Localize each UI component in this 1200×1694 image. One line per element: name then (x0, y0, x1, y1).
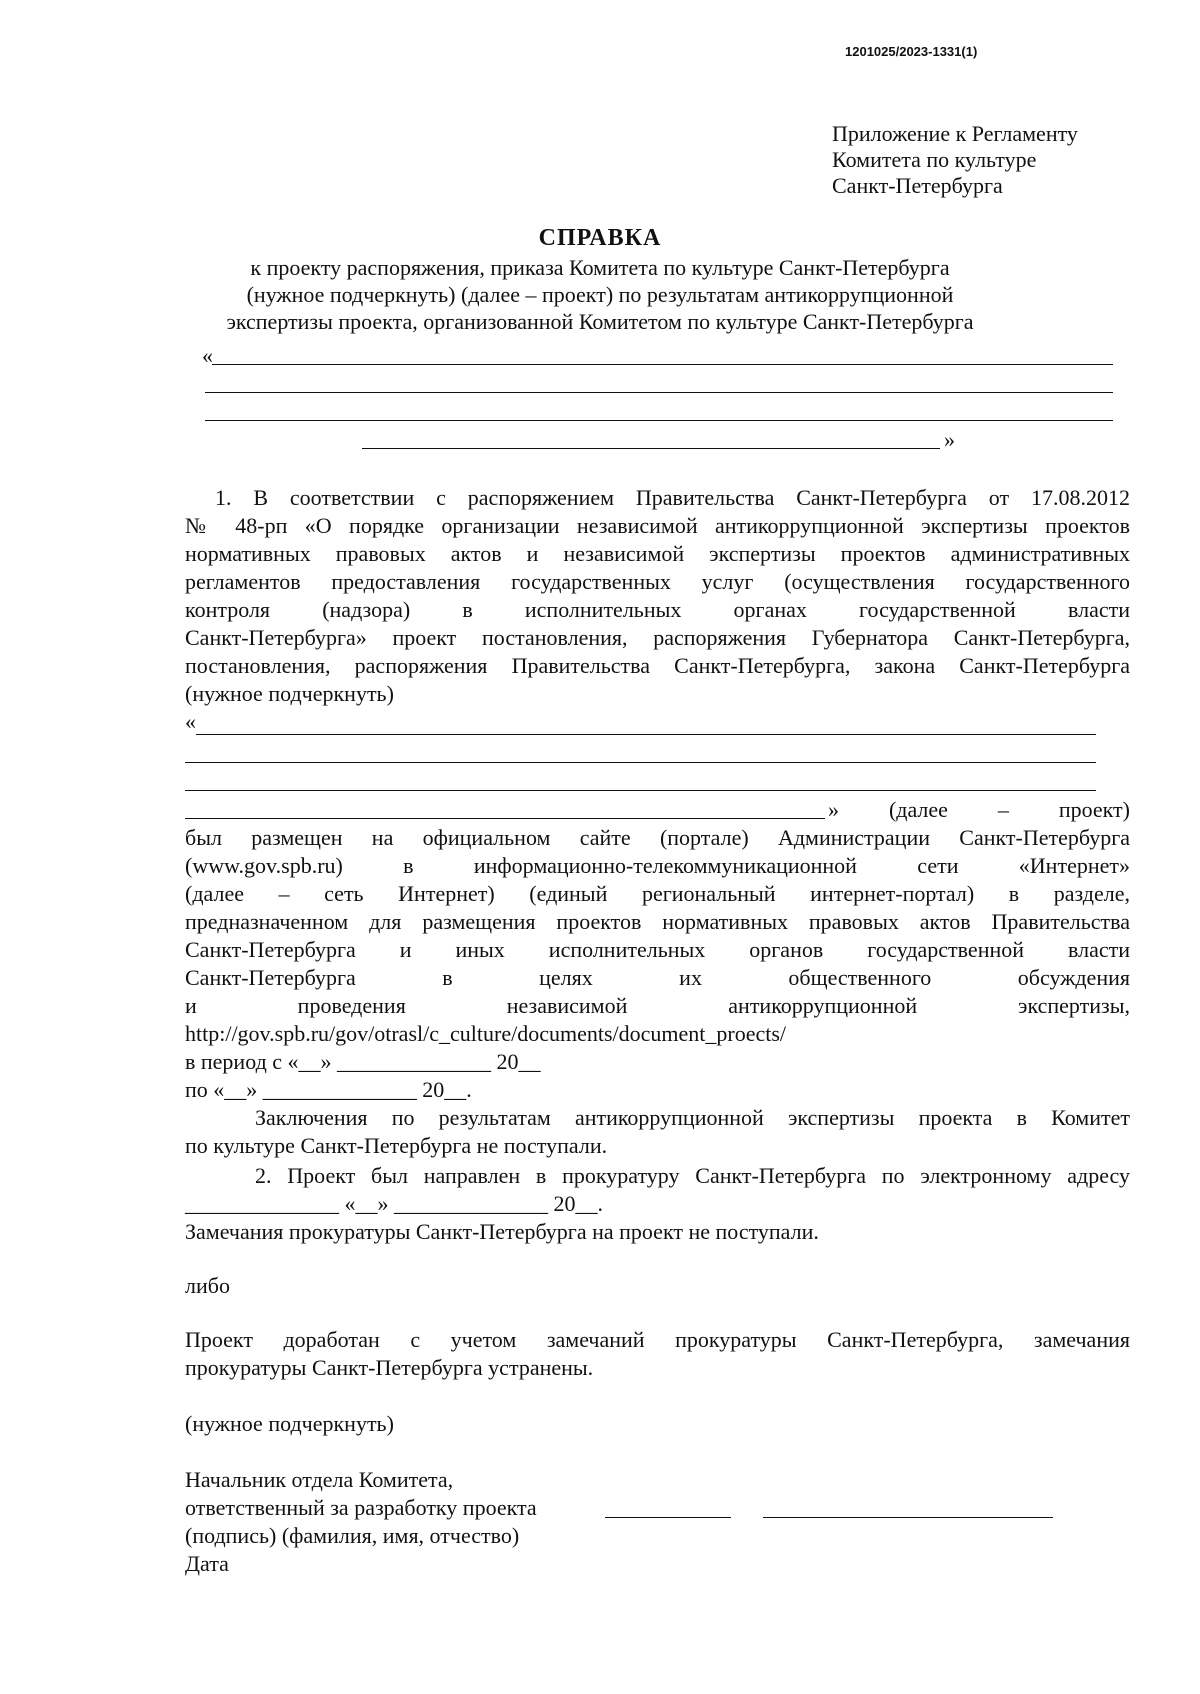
appendix-line: Комитета по культуре (832, 147, 1037, 172)
paragraph-line: (далее – сеть Интернет) (единый региональный интернет-портал) в разделе, (185, 881, 1130, 906)
paragraph-line: и проведения независимой антикоррупционной экспертизы, (185, 993, 1130, 1018)
blank-line (212, 364, 1113, 365)
paragraph-line: № 48-рп «О порядке организации независимой антикоррупционной экспертизы проектов (185, 513, 1130, 538)
paragraph-line: Санкт-Петербурга» проект постановления, распоряжения Губернатора Санкт-Петербурга, (185, 625, 1130, 650)
blank-line (185, 818, 825, 819)
blank-line (185, 790, 1096, 791)
remarks-none: Замечания прокуратуры Санкт-Петербурга на проект не поступали. (185, 1219, 819, 1244)
signature-line: ответственный за разработку проекта (185, 1495, 537, 1520)
paragraph-line: 1. В соответствии с распоряжением Правительства Санкт-Петербурга от 17.08.2012 (215, 485, 1130, 510)
or-text: либо (185, 1273, 230, 1298)
paragraph-line: (www.gov.spb.ru) в информационно-телекоммуникационной сети «Интернет» (185, 853, 1130, 878)
paragraph-line: предназначенном для размещения проектов нормативных правовых актов Правительства (185, 909, 1130, 934)
appendix-line: Приложение к Регламенту (832, 121, 1078, 146)
item-2-line: 2. Проект был направлен в прокуратуру Санкт-Петербурга по электронному адресу (255, 1163, 1130, 1188)
paragraph-line: был размещен на официальном сайте (портале) Администрации Санкт-Петербурга (185, 825, 1130, 850)
period-from: в период с «__» ______________ 20__ (185, 1049, 541, 1074)
subtitle-line: экспертизы проекта, организованной Комитетом по культуре Санкт-Петербурга (226, 309, 974, 334)
signature-line: Дата (185, 1551, 229, 1576)
open-quote: « (185, 709, 196, 734)
close-quote: » (944, 427, 955, 452)
paragraph-line: нормативных правовых актов и независимой экспертизы проектов административных (185, 541, 1130, 566)
subtitle-line: к проекту распоряжения, приказа Комитета по культуре Санкт-Петербурга (250, 255, 950, 280)
underline-note: (нужное подчеркнуть) (185, 1411, 394, 1436)
conclusions-line: Заключения по результатам антикоррупционной экспертизы проекта в Комитет (255, 1105, 1130, 1130)
conclusions-line: по культуре Санкт-Петербурга не поступали. (185, 1133, 608, 1158)
period-to: по «__» ______________ 20__. (185, 1077, 472, 1102)
revised-line: Проект доработан с учетом замечаний прокуратуры Санкт-Петербурга, замечания (185, 1327, 1130, 1352)
document-title: СПРАВКА (538, 225, 662, 251)
blank-line (205, 420, 1113, 421)
blank-line (205, 392, 1113, 393)
blank-line (185, 762, 1096, 763)
item-2-date: ______________ «__» ______________ 20__. (185, 1191, 603, 1216)
signature-line: (подпись) (фамилия, имя, отчество) (185, 1523, 520, 1548)
appendix-line: Санкт-Петербурга (832, 173, 1003, 198)
paragraph-line: (нужное подчеркнуть) (185, 681, 394, 706)
dalee-project: » (далее – проект) (828, 797, 1130, 822)
portal-url: http://gov.spb.ru/gov/otrasl/c_culture/documents/document_proects/ (185, 1021, 787, 1046)
blank-line (196, 734, 1096, 735)
paragraph-line: регламентов предоставления государственных услуг (осуществления государственного (185, 569, 1130, 594)
signature-blank (605, 1517, 731, 1518)
subtitle-line: (нужное подчеркнуть) (далее – проект) по результатам антикоррупционной (246, 282, 954, 307)
paragraph-line: Санкт-Петербурга и иных исполнительных органов государственной власти (185, 937, 1130, 962)
document-id: 1201025/2023-1331(1) (845, 44, 978, 59)
paragraph-line: Санкт-Петербурга в целях их общественного обсуждения (185, 965, 1130, 990)
revised-line: прокуратуры Санкт-Петербурга устранены. (185, 1355, 594, 1380)
open-quote: « (202, 343, 213, 368)
signature-line: Начальник отдела Комитета, (185, 1467, 454, 1492)
blank-line (362, 448, 940, 449)
paragraph-line: контроля (надзора) в исполнительных органах государственной власти (185, 597, 1130, 622)
paragraph-line: постановления, распоряжения Правительства Санкт-Петербурга, закона Санкт-Петербурга (185, 653, 1130, 678)
name-blank (763, 1517, 1053, 1518)
